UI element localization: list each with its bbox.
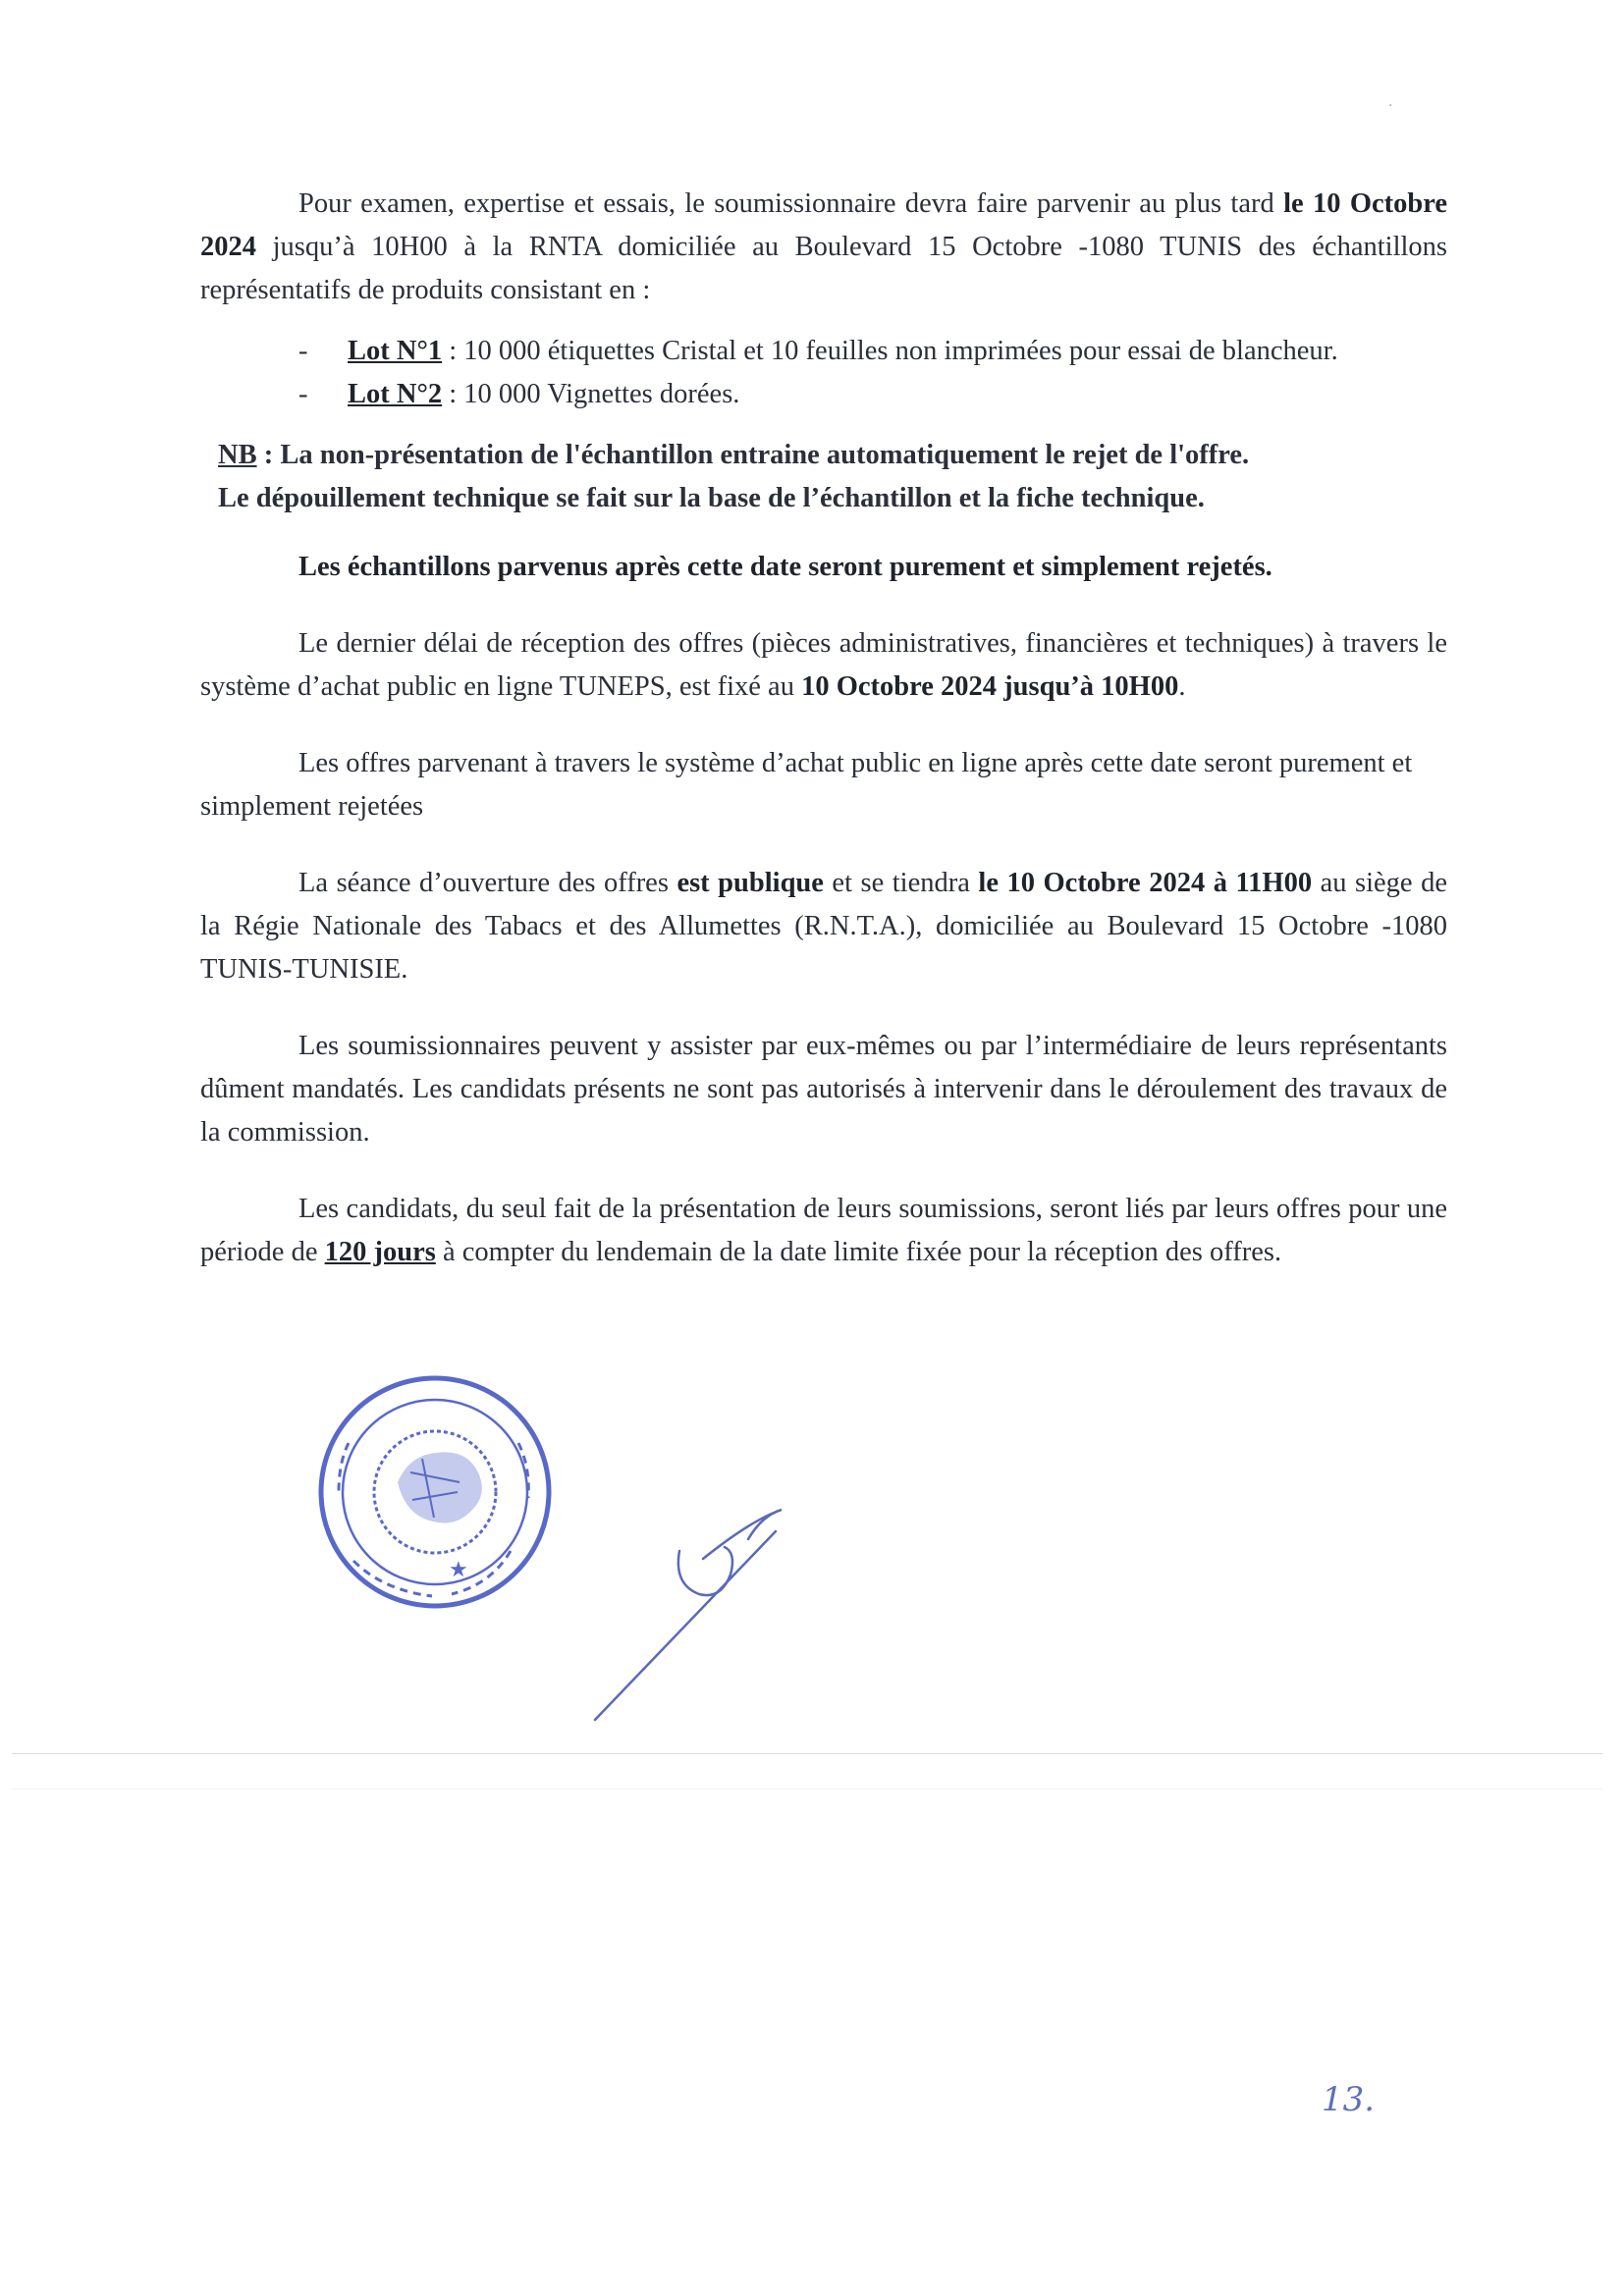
samples-date: le 10 Octobre 2024 [200, 188, 1448, 262]
signature-icon [595, 1510, 782, 1720]
lot-2-text: : 10 000 Vignettes dorées. [442, 379, 740, 409]
samples-rest: jusqu’à 10H00 à la RNTA domiciliée au Boulevard 15 Octobre -1080 TUNIS des échantillons représentatifs de produits consistant en : [200, 232, 1447, 305]
page-mark [1322, 2080, 1375, 2119]
validity-days: 120 jours [324, 1237, 436, 1267]
bottom-divider [12, 1753, 1602, 1754]
page-mark-text: 13. [1322, 2080, 1376, 2119]
opening-rest: au siège de la Régie Nationale des Tabacs et des Allumettes (R.N.T.A.), domiciliée au Boulevard 15 Octobre -1080 TUNIS-TUNISIE. [200, 868, 1447, 985]
nb-line-1: : La non-présentation de l'échantillon entraine automatiquement le rejet de l'offre. [256, 440, 1250, 470]
opening-date: le 10 Octobre 2024 à 11H00 [978, 868, 1313, 898]
opening-mid: et se tiendra [823, 868, 979, 898]
samples-lead: Pour examen, expertise et essais, le soumissionnaire devra faire parvenir au plus tard [298, 188, 1284, 219]
nb-line-2: Le dépouillement technique se fait sur la base de l’échantillon et la fiche technique. [218, 483, 1205, 513]
deadline-end: . [1178, 671, 1186, 702]
rejected-text: Les échantillons parvenus après cette date seront purement et simplement rejetés. [298, 552, 1272, 582]
deadline-lead: Le dernier délai de réception des offres (pièces administratives, financières et techniques) à travers le système d’achat public en ligne TUNEPS, est fixé au [200, 628, 1447, 702]
list-dash: - [298, 336, 308, 366]
svg-text:★: ★ [449, 1558, 468, 1582]
opening-public: est publique [676, 868, 824, 898]
late-text: Les offres parvenant à travers le système d’achat public en ligne après cette date seront purement et simplement rejetées [200, 748, 1413, 822]
opening-lead: La séance d’ouverture des offres [298, 868, 677, 898]
lot-1-label: Lot N°1 [348, 336, 443, 366]
validity-lead: Les candidats, du seul fait de la présentation de leurs soumissions, seront liés par leurs offres pour une période de [200, 1194, 1447, 1267]
deadline-date: 10 Octobre 2024 jusqu’à 10H00 [801, 671, 1179, 702]
lot-1-text: : 10 000 étiquettes Cristal et 10 feuilles non imprimées pour essai de blancheur. [442, 336, 1338, 366]
attend-text: Les soumissionnaires peuvent y assister par eux-mêmes ou par l’intermédiaire de leurs représentants dûment mandatés. Les candidats présents ne sont pas autorisés à intervenir dans le déroulement des travaux de la commission. [200, 1031, 1447, 1148]
lot-2-label: Lot N°2 [348, 379, 443, 409]
nb-label: NB [218, 440, 257, 470]
validity-rest: à compter du lendemain de la date limite fixée pour la réception des offres. [435, 1237, 1282, 1267]
svg-text:·: · [1388, 98, 1393, 114]
official-stamp-icon [321, 1378, 549, 1606]
list-dash: - [298, 379, 308, 409]
